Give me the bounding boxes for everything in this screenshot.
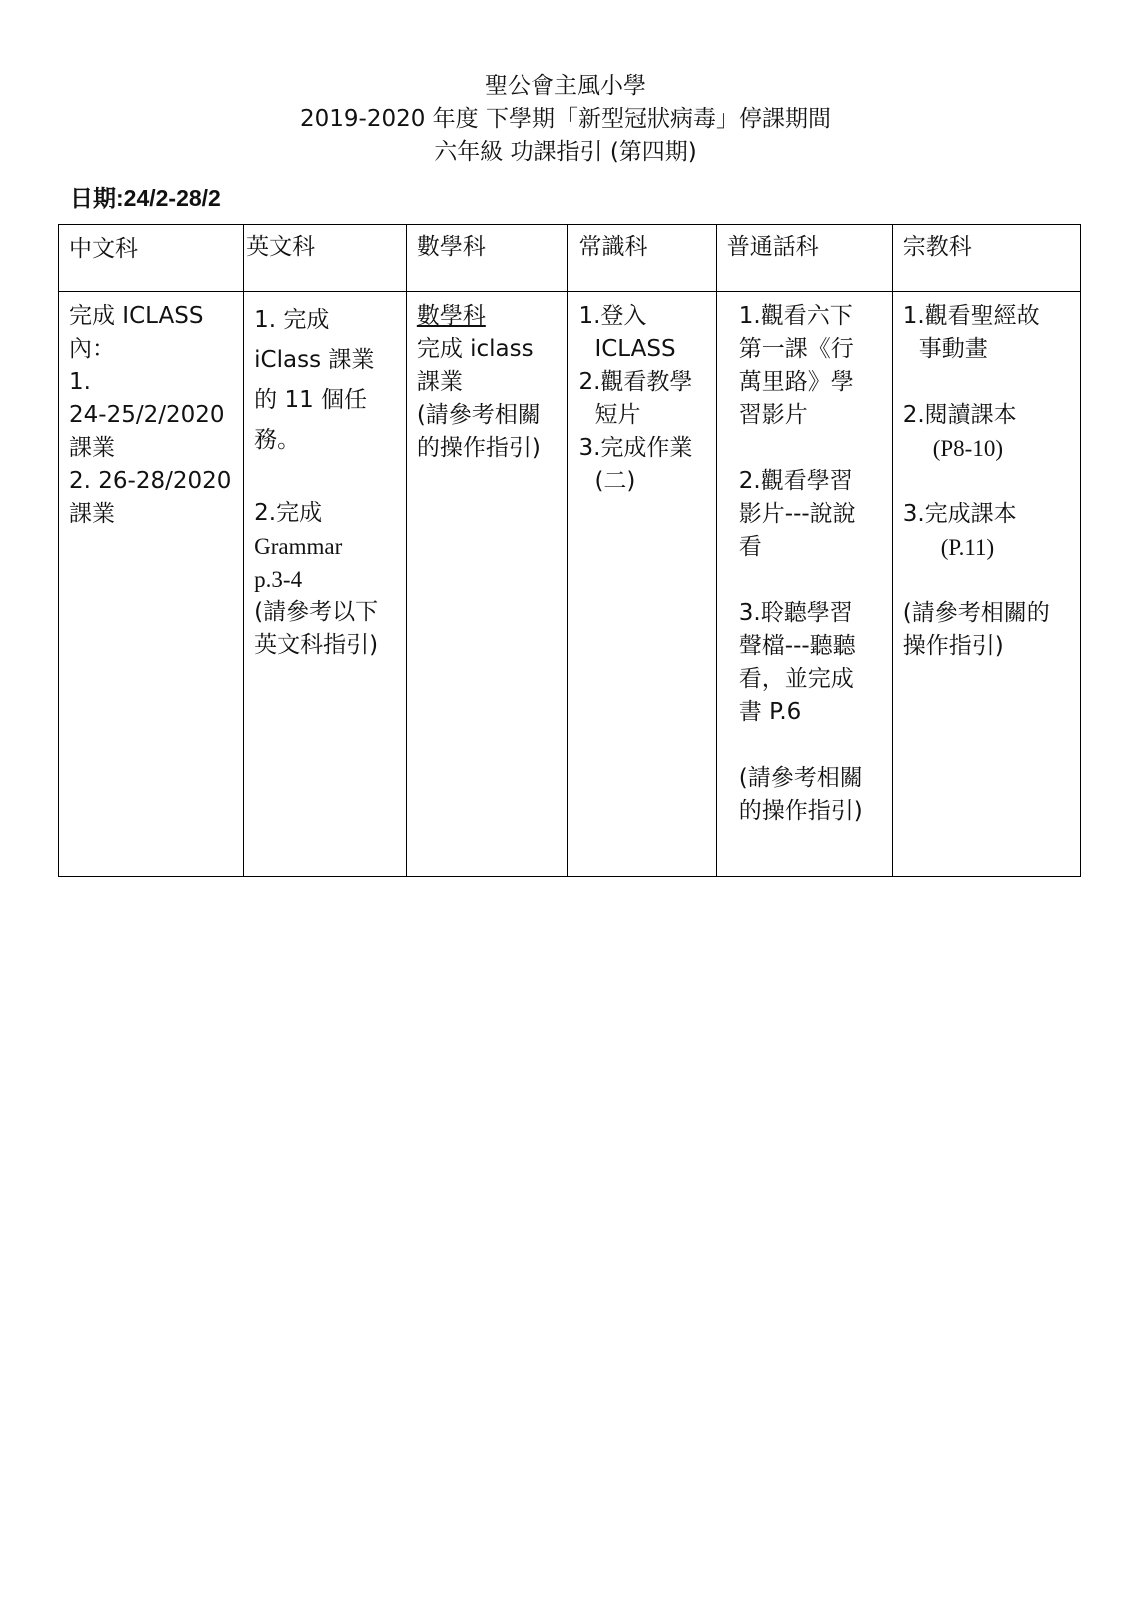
list-item: (請參考相關的 <box>902 600 1050 626</box>
list-item: 完成 ICLASS <box>69 303 204 329</box>
list-item: 2.觀看學習 <box>738 468 853 494</box>
list-item: 書 P.6 <box>738 699 802 725</box>
list-item: 完成 iclass <box>416 336 534 362</box>
column-header: 中文科 <box>59 225 244 292</box>
list-item: (請參考相關 <box>416 402 541 428</box>
english-cell <box>244 292 407 877</box>
general-studies-cell <box>568 292 716 877</box>
list-item: 2.完成 <box>254 500 323 526</box>
document-header <box>0 70 1131 169</box>
list-item: 看，並完成 <box>738 666 854 692</box>
term-title: 2019-2020 年度 下學期「新型冠狀病毒」停課期間 <box>300 106 831 132</box>
list-item: 影片---說說 <box>738 501 856 527</box>
list-item: 課業 <box>69 435 115 461</box>
list-item: 2.閱讀課本 <box>902 402 1017 428</box>
document-subtitle: 六年級 功課指引 (第四期) <box>434 139 697 165</box>
column-header: 普通話科 <box>716 225 892 292</box>
list-item: 務。 <box>254 427 301 453</box>
list-item: 2.觀看教學 <box>578 369 693 395</box>
chinese-cell <box>59 292 244 877</box>
list-item: 1. 完成 <box>254 307 330 333</box>
list-item: 英文科指引) <box>254 632 379 658</box>
date-label: 日期 <box>70 185 116 211</box>
list-item: 3.聆聽學習 <box>738 600 853 626</box>
list-item: Grammar <box>254 534 343 559</box>
list-item: 1. <box>69 369 91 395</box>
list-item: (請參考以下 <box>254 599 379 625</box>
list-item: 課業 <box>416 369 463 395</box>
list-item: 的操作指引) <box>738 798 863 824</box>
list-item: 24-25/2/2020 <box>69 402 225 428</box>
list-item: (二) <box>594 468 636 494</box>
list-item: ICLASS <box>594 336 676 362</box>
list-item: p.3-4 <box>254 567 303 592</box>
column-header: 常識科 <box>568 225 716 292</box>
date-line <box>70 180 221 213</box>
homework-table <box>58 224 1081 877</box>
list-item: (P.11) <box>940 535 995 560</box>
list-item: 課業 <box>69 501 115 527</box>
list-item: 內： <box>69 336 115 362</box>
list-item: 1.登入 <box>578 303 647 329</box>
list-item: (P8-10) <box>932 436 1003 461</box>
list-item: 聲檔---聽聽 <box>738 633 856 659</box>
list-item: 3.完成作業 <box>578 435 693 461</box>
list-item: 事動畫 <box>918 336 988 362</box>
list-item: 數學科 <box>416 303 486 329</box>
list-item: 3.完成課本 <box>902 501 1017 527</box>
school-name: 聖公會主風小學 <box>485 73 646 99</box>
list-item: 習影片 <box>738 402 808 428</box>
putonghua-cell <box>716 292 892 877</box>
list-item: 短片 <box>594 402 641 428</box>
list-item: 萬里路》學 <box>738 369 854 395</box>
column-header: 英文科 <box>244 225 407 292</box>
list-item: 看 <box>738 534 762 560</box>
religion-cell <box>892 292 1080 877</box>
list-item: 操作指引) <box>902 633 1004 659</box>
math-cell <box>406 292 568 877</box>
column-header: 數學科 <box>406 225 568 292</box>
list-item: 第一課《行 <box>738 336 854 362</box>
list-item: 的 11 個任 <box>254 387 368 413</box>
list-item: (請參考相關 <box>738 765 863 791</box>
column-header: 宗教科 <box>892 225 1080 292</box>
list-item: 1.觀看聖經故 <box>902 303 1040 329</box>
list-item: 2. 26-28/2020 <box>69 468 232 494</box>
list-item: 1.觀看六下 <box>738 303 853 329</box>
table-row <box>59 292 1081 877</box>
list-item: 的操作指引) <box>416 435 541 461</box>
date-value: :24/2-28/2 <box>116 185 221 211</box>
list-item: iClass 課業 <box>254 347 375 373</box>
table-header-row <box>59 225 1081 292</box>
